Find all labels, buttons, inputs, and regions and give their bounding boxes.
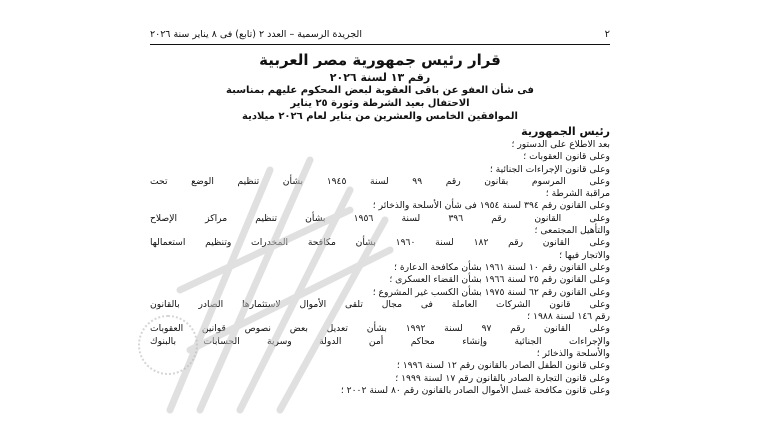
body-line: والأسلحة والذخائر ؛ xyxy=(536,348,610,360)
seal-watermark xyxy=(138,315,198,375)
gazette-page xyxy=(150,26,610,431)
decree-subject-line-1: فى شأن العفو عن باقى العقوبة لبعض المحكوم عليهم بمناسبة xyxy=(226,85,534,96)
body-line: وعلى القانون رقم ٩٧ لسنة ١٩٩٢ بشأن تعديل بعض نصوص قوانين العقوبات xyxy=(150,323,610,335)
header-rule xyxy=(150,44,610,45)
page-header xyxy=(150,26,610,42)
body-line: وعلى القانون رقم ١٠ لسنة ١٩٦١ بشأن مكافحة الدعارة ؛ xyxy=(394,261,610,273)
body-line: مراقبة الشرطة ؛ xyxy=(545,188,610,200)
body-line: وعلى قانون التجارة الصادر بالقانون رقم ١٧ لسنة ١٩٩٩ ؛ xyxy=(395,372,610,384)
body-line: وعلى القانون رقم ٣٩٦ لسنة ١٩٥٦ بشأن تنظيم مراكز الإصلاح xyxy=(150,212,610,224)
decree-subject-line-2: الاحتفال بعيد الشرطة وثورة ٢٥ يناير xyxy=(290,98,470,109)
body-line: وعلى القانون رقم ١٨٢ لسنة ١٩٦٠ بشأن مكافحة المخدرات وتنظيم استعمالها xyxy=(150,237,610,249)
decree-subject-line-3: الموافقين الخامس والعشرين من يناير لعام ٢٠٢٦ ميلادية xyxy=(242,111,518,122)
body-line: وعلى قانون الطفل الصادر بالقانون رقم ١٢ لسنة ١٩٩٦ ؛ xyxy=(396,360,610,372)
body-line: والإجراءات الجنائية وإنشاء محاكم أمن الدولة وسرية الحسابات بالبنوك xyxy=(150,335,610,347)
decree-number: رقم ١٣ لسنة ٢٠٢٦ xyxy=(329,71,431,84)
page-number: ٢ xyxy=(604,28,610,40)
body-line: وعلى قانون الإجراءات الجنائية ؛ xyxy=(489,163,610,175)
body-line: وعلى المرسوم بقانون رقم ٩٩ لسنة ١٩٤٥ بشأن تنظيم الوضع تحت xyxy=(150,175,610,187)
gazette-header-text: الجريدة الرسمية – العدد ٢ (تابع) فى ٨ يناير سنة ٢٠٢٦ xyxy=(150,28,362,40)
body-line: والتأهيل المجتمعى ؛ xyxy=(534,225,610,237)
body-line: وعلى قانون الشركات العاملة فى مجال تلقى الأموال لاستثمارها الصادر بالقانون xyxy=(150,298,610,310)
president-heading: رئيس الجمهورية xyxy=(521,125,610,138)
body-line: بعد الاطلاع على الدستور ؛ xyxy=(511,139,610,150)
body-line: وعلى قانون مكافحة غسل الأموال الصادر بالقانون رقم ٨٠ لسنة ٢٠٠٢ ؛ xyxy=(340,384,610,396)
body-line: وعلى القانون رقم ٦٢ لسنة ١٩٧٥ بشأن الكسب غير المشروع ؛ xyxy=(372,286,610,298)
decree-body xyxy=(150,139,610,397)
body-line: والاتجار فيها ؛ xyxy=(559,249,610,261)
body-line: وعلى قانون العقوبات ؛ xyxy=(523,151,610,163)
body-line: وعلى القانون رقم ٣٩٤ لسنة ١٩٥٤ فى شأن الأسلحة والذخائر ؛ xyxy=(372,200,610,212)
decree-title: قرار رئيس جمهورية مصر العربية xyxy=(259,51,501,69)
body-line: رقم ١٤٦ لسنة ١٩٨٨ ؛ xyxy=(527,311,610,323)
body-line: وعلى القانون رقم ٢٥ لسنة ١٩٦٦ بشأن القضاء العسكرى ؛ xyxy=(389,274,610,286)
